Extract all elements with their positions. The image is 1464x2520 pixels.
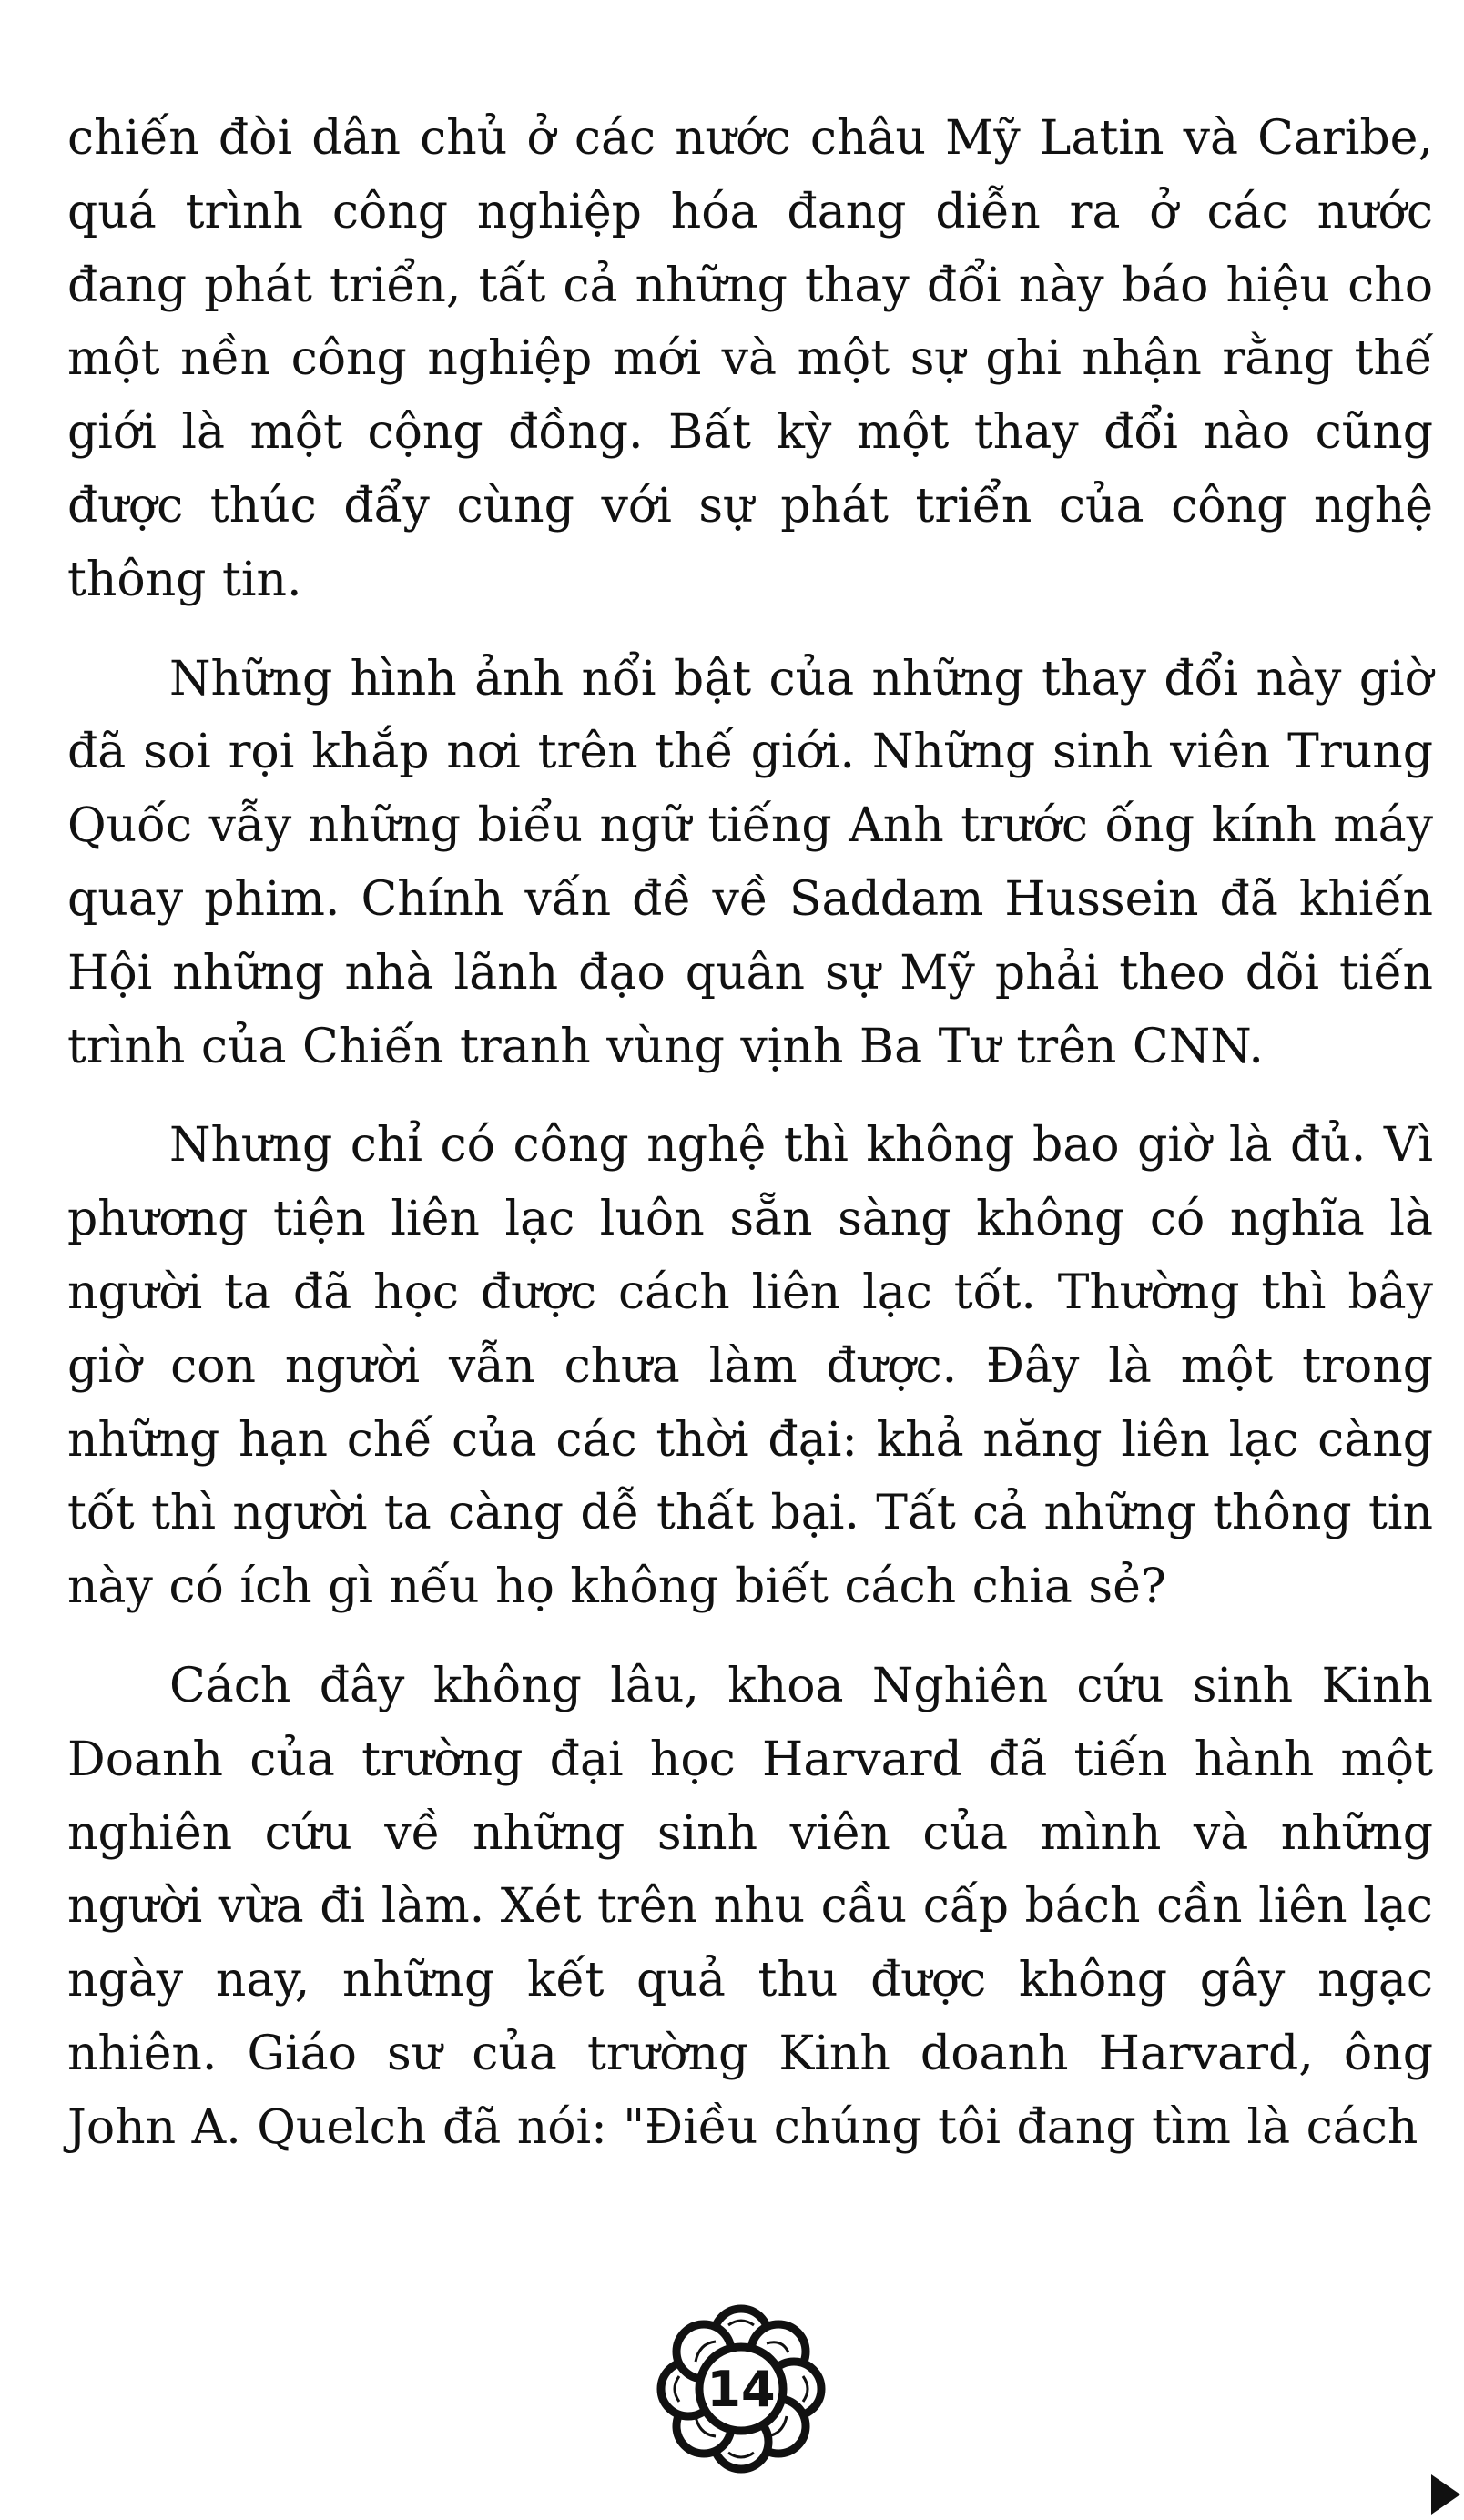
page-number: 14 (707, 2360, 776, 2418)
paragraph-3: Nhưng chỉ có công nghệ thì không bao giờ là đủ. Vì phương tiện liên lạc luôn sẵn sàng không có nghĩa là người ta đã học được cách liên lạc tốt. Thường thì bây giờ con người vẫn chưa làm được. Đây là một trong những hạn chế của các thời đại: khả năng liên lạc càng tốt thì người ta càng dễ thất bại. Tất cả những thông tin này có ích gì nếu họ không biết cách chia sẻ? (67, 1118, 1433, 1615)
triangle-right-icon (1431, 2474, 1460, 2515)
paragraph-2: Những hình ảnh nổi bật của những thay đổi này giờ đã soi rọi khắp nơi trên thế giới. Những sinh viên Trung Quốc vẫy những biểu ngữ tiếng Anh trước ống kính máy quay phim. Chính vấn đề về Saddam Hussein đã khiến Hội những nhà lãnh đạo quân sự Mỹ phải theo dõi tiến trình của Chiến tranh vùng vịnh Ba Tư trên CNN. (67, 651, 1433, 1074)
paragraph-1: chiến đòi dân chủ ở các nước châu Mỹ Latin và Caribe, quá trình công nghiệp hóa đang diễn ra ở các nước đang phát triển, tất cả những thay đổi này báo hiệu cho một nền công nghiệp mới và một sự ghi nhận rằng thế giới là một cộng đồng. Bất kỳ một thay đổi nào cũng được thúc đẩy cùng với sự phát triển của công nghệ thông tin. (67, 111, 1433, 607)
paragraph-4: Cách đây không lâu, khoa Nghiên cứu sinh Kinh Doanh của trường đại học Harvard đã tiến hành một nghiên cứu về những sinh viên của mình và những người vừa đi làm. Xét trên nhu cầu cấp bách cần liên lạc ngày nay, những kết quả thu được không gây ngạc nhiên. Giáo sư của trường Kinh doanh Harvard, ông John A. Quelch đã nói: "Điều chúng tôi đang tìm là cách (67, 1658, 1433, 2155)
body-text (67, 102, 1433, 2165)
page-number-badge (650, 2298, 832, 2480)
